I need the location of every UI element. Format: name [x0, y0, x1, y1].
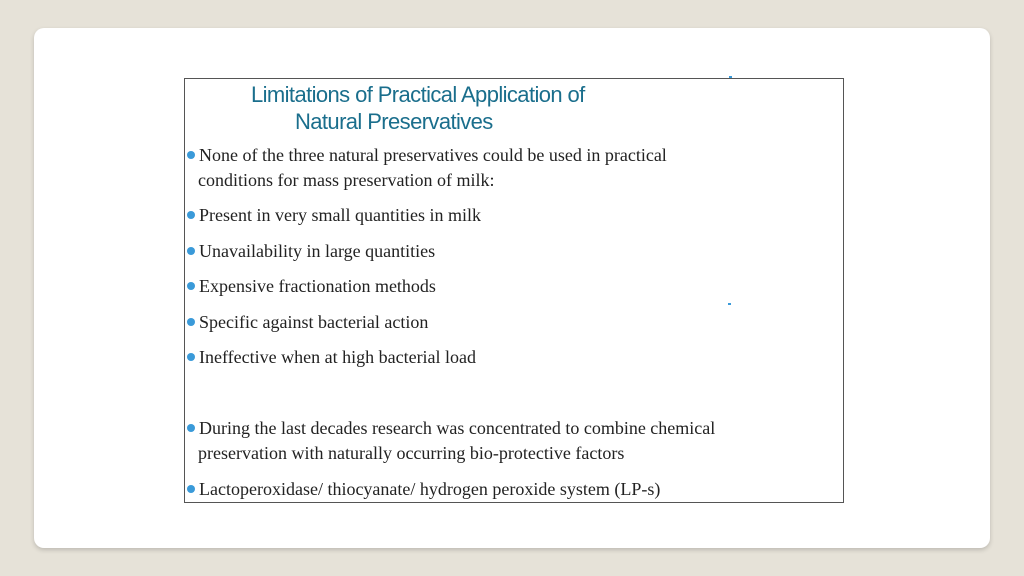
- stray-mark: [728, 303, 731, 305]
- slide-title-line-2: Natural Preservatives: [295, 109, 493, 134]
- bullet-text: None of the three natural preservatives could be used in practical: [199, 145, 667, 165]
- bullet-item-1: [187, 143, 837, 193]
- bullet-text: Ineffective when at high bacterial load: [199, 347, 477, 367]
- bullet-dot-icon: [187, 485, 195, 493]
- bullet-text: Unavailability in large quantities: [199, 241, 436, 261]
- bullet-dot-icon: [187, 151, 195, 159]
- bullet-line: [187, 345, 837, 370]
- bullet-dot-icon: [187, 353, 195, 361]
- bullet-dot-icon: [187, 318, 195, 326]
- bullet-line: [187, 310, 837, 335]
- bullet-item-3: [187, 239, 837, 264]
- bullet-item-5: [187, 310, 837, 335]
- stray-mark: [729, 76, 732, 78]
- bullet-item-6: [187, 345, 837, 370]
- bullet-dot-icon: [187, 211, 195, 219]
- bullet-line: [187, 477, 837, 502]
- bullet-item-4: [187, 274, 837, 299]
- bullet-text: Lactoperoxidase/ thiocyanate/ hydrogen peroxide system (LP-s): [199, 479, 661, 499]
- bullet-line: [187, 416, 837, 441]
- bullet-item-8: [187, 477, 837, 502]
- bullet-line: [187, 239, 837, 264]
- bullet-dot-icon: [187, 282, 195, 290]
- bullet-text: During the last decades research was concentrated to combine chemical: [199, 418, 716, 438]
- bullet-line-continued: conditions for mass preservation of milk:: [198, 170, 495, 190]
- bullet-item-7: [187, 416, 837, 466]
- bullet-text: Expensive fractionation methods: [199, 276, 436, 296]
- bullet-line: [187, 274, 837, 299]
- bullet-text: Specific against bacterial action: [199, 312, 429, 332]
- bullet-item-2: [187, 203, 837, 228]
- bullet-line: [187, 203, 837, 228]
- bullet-dot-icon: [187, 247, 195, 255]
- bullet-line-continued: preservation with naturally occurring bio-protective factors: [198, 443, 625, 463]
- slide-title-line-1: Limitations of Practical Application of: [251, 82, 585, 107]
- bullet-line: [187, 143, 837, 168]
- bullet-text: Present in very small quantities in milk: [199, 205, 481, 225]
- bullet-dot-icon: [187, 424, 195, 432]
